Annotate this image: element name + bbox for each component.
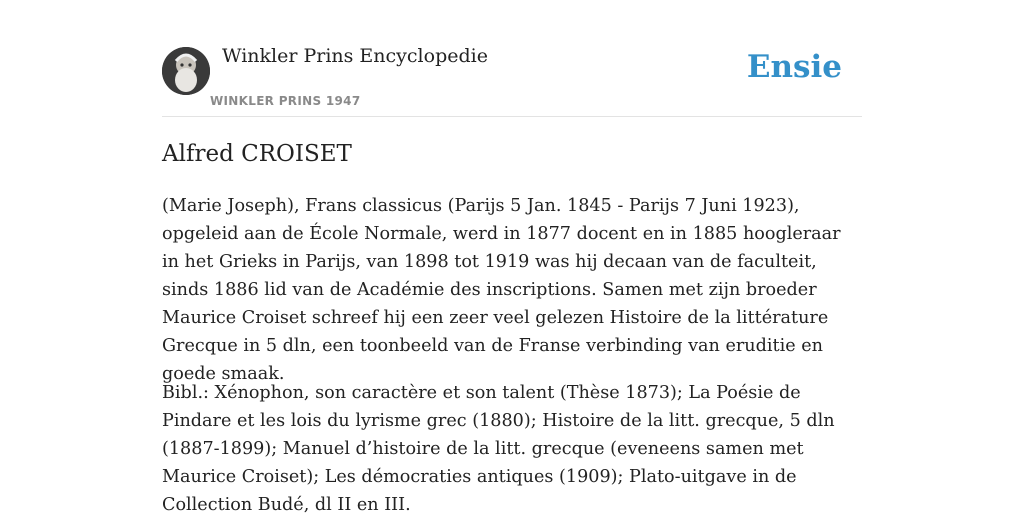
article-title: Alfred CROISET xyxy=(162,141,352,167)
article-header xyxy=(162,0,862,117)
article-bibliography: Bibl.: Xénophon, son caractère et son talent (Thèse 1873); La Poésie de Pindare et les lois du lyrisme grec (1880); Histoire de la litt. grecque, 5 dln (1887-1899); Manuel d’histoire de la litt. grecque (eveneens samen met Maurice Croiset); Les démocraties antiques (1909); Plato-uitgave in de Collection Budé, dl II en III. xyxy=(162,383,835,515)
source-title[interactable]: Winkler Prins Encyclopedie xyxy=(222,45,488,67)
bearded-man-portrait-icon[interactable] xyxy=(162,47,210,95)
source-subtitle: WINKLER PRINS 1947 xyxy=(210,94,361,108)
article-card xyxy=(162,0,862,515)
article-paragraph: (Marie Joseph), Frans classicus (Parijs 5 Jan. 1845 - Parijs 7 Juni 1923), opgeleid aan de École Normale, werd in 1877 docent en in 1885 hoogleraar in het Grieks in Parijs, van 1898 tot 1919 was hij decaan van de faculteit, sinds 1886 lid van de Académie des inscriptions. Samen met zijn broeder Maurice Croiset schreef hij een zeer veel gelezen Histoire de la littérature Grecque in 5 dln, een toonbeeld van de Franse verbinding van eruditie en goede smaak. xyxy=(162,196,841,384)
ensie-logo[interactable]: Ensie xyxy=(746,49,842,85)
